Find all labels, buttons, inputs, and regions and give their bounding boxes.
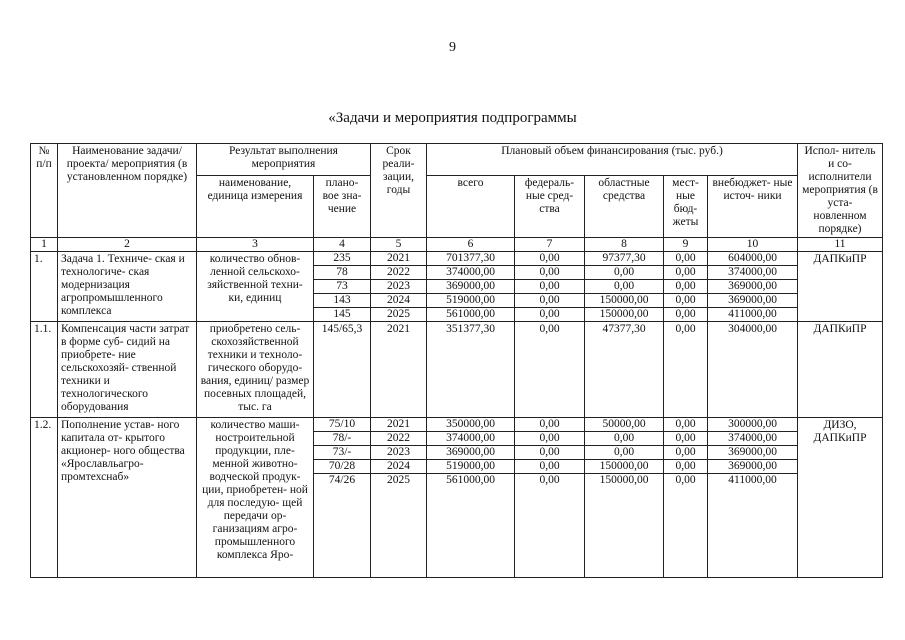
local: 0,00 [664, 252, 708, 266]
year: 2025 [371, 474, 427, 578]
table-row [31, 322, 883, 418]
header-executor: Испол- нитель и со- исполнители мероприятия (в уста- новленном порядке) [798, 144, 883, 238]
total: 519000,00 [427, 294, 515, 308]
col-number: 6 [427, 238, 515, 252]
header-result: Результат выполнения мероприятия [197, 144, 371, 176]
header-funding: Плановый объем финансирования (тыс. руб.) [427, 144, 798, 176]
regional: 150000,00 [585, 308, 664, 322]
table-row [31, 252, 883, 266]
result-name: приобретено сель- скохозяйственной техники и техноло- гического оборудо- вания, единиц/ размер посевных площадей, тыс. га [197, 322, 314, 418]
extra: 411000,00 [708, 474, 798, 578]
total: 351377,30 [427, 322, 515, 418]
header-term: Срок реали- зации, годы [371, 144, 427, 238]
header-extra: внебюджет- ные источ- ники [708, 176, 798, 238]
regional: 50000,00 [585, 418, 664, 432]
plan-value: 70/28 [314, 460, 371, 474]
year: 2023 [371, 446, 427, 460]
extra: 369000,00 [708, 280, 798, 294]
result-name: количество маши- ностроительной продукции, пле- менной животно- водческой продук- ции, приобретен- ной для последую- щей передачи ор- ганизациям агро- промышленного комплекса Яро- [197, 418, 314, 578]
year: 2025 [371, 308, 427, 322]
plan-value: 78/- [314, 432, 371, 446]
row-number: 1.2. [31, 418, 58, 578]
header-local: мест- ные бюд- жеты [664, 176, 708, 238]
federal: 0,00 [515, 308, 585, 322]
regional: 97377,30 [585, 252, 664, 266]
result-name: количество обнов- ленной сельскохо- зяйственной техни- ки, единиц [197, 252, 314, 322]
federal: 0,00 [515, 446, 585, 460]
header-regional: областные средства [585, 176, 664, 238]
col-number: 4 [314, 238, 371, 252]
row-number: 1. [31, 252, 58, 322]
col-number: 5 [371, 238, 427, 252]
total: 519000,00 [427, 460, 515, 474]
column-numbers-row [31, 238, 883, 252]
plan-value: 143 [314, 294, 371, 308]
total: 369000,00 [427, 446, 515, 460]
total: 374000,00 [427, 266, 515, 280]
federal: 0,00 [515, 474, 585, 578]
plan-value: 145/65,3 [314, 322, 371, 418]
col-number: 7 [515, 238, 585, 252]
federal: 0,00 [515, 322, 585, 418]
federal: 0,00 [515, 252, 585, 266]
year: 2023 [371, 280, 427, 294]
year: 2024 [371, 294, 427, 308]
local: 0,00 [664, 446, 708, 460]
extra: 374000,00 [708, 432, 798, 446]
local: 0,00 [664, 308, 708, 322]
regional: 150000,00 [585, 294, 664, 308]
header-total: всего [427, 176, 515, 238]
header-row-1 [31, 144, 883, 176]
local: 0,00 [664, 474, 708, 578]
col-number: 3 [197, 238, 314, 252]
plan-value: 235 [314, 252, 371, 266]
federal: 0,00 [515, 418, 585, 432]
year: 2021 [371, 322, 427, 418]
regional: 0,00 [585, 446, 664, 460]
header-name: Наименование задачи/проекта/ мероприятия (в установленном порядке) [58, 144, 197, 238]
header-result-plan: плано- вое зна- чение [314, 176, 371, 238]
col-number: 9 [664, 238, 708, 252]
executor: ДАПКиПР [798, 252, 883, 322]
year: 2021 [371, 418, 427, 432]
year: 2021 [371, 252, 427, 266]
total: 561000,00 [427, 474, 515, 578]
regional: 47377,30 [585, 322, 664, 418]
executor: ДИЗО, ДАПКиПР [798, 418, 883, 578]
local: 0,00 [664, 418, 708, 432]
regional: 150000,00 [585, 460, 664, 474]
year: 2022 [371, 266, 427, 280]
regional: 0,00 [585, 266, 664, 280]
measures-table [30, 143, 883, 578]
local: 0,00 [664, 266, 708, 280]
plan-value: 73 [314, 280, 371, 294]
total: 369000,00 [427, 280, 515, 294]
regional: 0,00 [585, 280, 664, 294]
measure-name: Компенсация части затрат в форме суб- сидий на приобрете- ние сельскохозяй- ственной техники и технологического оборудования [58, 322, 197, 418]
federal: 0,00 [515, 266, 585, 280]
col-number: 11 [798, 238, 883, 252]
table-row [31, 418, 883, 432]
page-number: 9 [449, 40, 456, 55]
extra: 369000,00 [708, 460, 798, 474]
year: 2022 [371, 432, 427, 446]
regional: 150000,00 [585, 474, 664, 578]
local: 0,00 [664, 280, 708, 294]
local: 0,00 [664, 294, 708, 308]
total: 374000,00 [427, 432, 515, 446]
local: 0,00 [664, 460, 708, 474]
extra: 304000,00 [708, 322, 798, 418]
extra: 604000,00 [708, 252, 798, 266]
year: 2024 [371, 460, 427, 474]
measure-name: Пополнение устав- ного капитала от- крытого акционер- ного общества «Ярославльагро- промтехснаб» [58, 418, 197, 578]
plan-value: 145 [314, 308, 371, 322]
extra: 374000,00 [708, 266, 798, 280]
col-number: 10 [708, 238, 798, 252]
total: 350000,00 [427, 418, 515, 432]
extra: 300000,00 [708, 418, 798, 432]
federal: 0,00 [515, 294, 585, 308]
header-num: № п/п [31, 144, 58, 238]
federal: 0,00 [515, 432, 585, 446]
col-number: 1 [31, 238, 58, 252]
extra: 411000,00 [708, 308, 798, 322]
federal: 0,00 [515, 280, 585, 294]
col-number: 8 [585, 238, 664, 252]
local: 0,00 [664, 432, 708, 446]
plan-value: 78 [314, 266, 371, 280]
header-federal: федераль- ные сред- ства [515, 176, 585, 238]
total: 701377,30 [427, 252, 515, 266]
plan-value: 74/26 [314, 474, 371, 578]
plan-value: 75/10 [314, 418, 371, 432]
local: 0,00 [664, 322, 708, 418]
plan-value: 73/- [314, 446, 371, 460]
extra: 369000,00 [708, 446, 798, 460]
row-number: 1.1. [31, 322, 58, 418]
measure-name: Задача 1. Техниче- ская и технологиче- ская модернизация агропромышленного комплекса [58, 252, 197, 322]
col-number: 2 [58, 238, 197, 252]
federal: 0,00 [515, 460, 585, 474]
executor: ДАПКиПР [798, 322, 883, 418]
header-result-name: наименование, единица измерения [197, 176, 314, 238]
extra: 369000,00 [708, 294, 798, 308]
regional: 0,00 [585, 432, 664, 446]
total: 561000,00 [427, 308, 515, 322]
document-title: «Задачи и мероприятия подпрограммы [328, 110, 577, 126]
